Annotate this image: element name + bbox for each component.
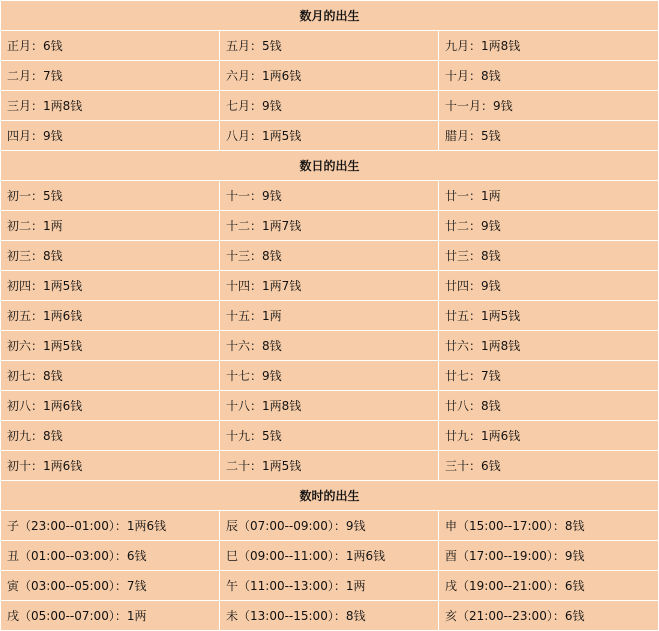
table-cell: 七月：9钱: [220, 91, 439, 121]
table-cell: 十五：1两: [220, 301, 439, 331]
table-cell: 申（15:00--17:00）：8钱: [439, 511, 659, 541]
table-cell: 三十：6钱: [439, 451, 659, 481]
table-cell: 巳（09:00--11:00）：1两6钱: [220, 541, 439, 571]
table-cell: 廿二：9钱: [439, 211, 659, 241]
table-cell: 十月：8钱: [439, 61, 659, 91]
section-title: 数日的出生: [1, 151, 659, 181]
table-row: [1, 571, 659, 601]
table-cell: 二月：7钱: [1, 61, 220, 91]
table-cell: 十八：1两8钱: [220, 391, 439, 421]
table-row: [1, 271, 659, 301]
table-row: [1, 61, 659, 91]
table-row: [1, 301, 659, 331]
table-row: [1, 241, 659, 271]
table-cell: 戌（19:00--21:00）：6钱: [439, 571, 659, 601]
table-cell: 腊月：5钱: [439, 121, 659, 151]
section-header-row: [1, 151, 659, 181]
table-row: [1, 421, 659, 451]
table-row: [1, 181, 659, 211]
table-cell: 丑（01:00--03:00）：6钱: [1, 541, 220, 571]
grid-body: [1, 1, 659, 631]
table-cell: 四月：9钱: [1, 121, 220, 151]
table-cell: 六月：1两6钱: [220, 61, 439, 91]
table-cell: 初一：5钱: [1, 181, 220, 211]
table-cell: 廿九：1两6钱: [439, 421, 659, 451]
table-cell: 十六：8钱: [220, 331, 439, 361]
section-title: 数月的出生: [1, 1, 659, 31]
table-cell: 未（13:00--15:00）：8钱: [220, 601, 439, 631]
table-cell: 十四：1两7钱: [220, 271, 439, 301]
table-cell: 廿四：9钱: [439, 271, 659, 301]
table-row: [1, 91, 659, 121]
table-row: [1, 331, 659, 361]
table-cell: 初三：8钱: [1, 241, 220, 271]
table-cell: 初七：8钱: [1, 361, 220, 391]
table-cell: 初五：1两6钱: [1, 301, 220, 331]
section-title: 数时的出生: [1, 481, 659, 511]
table-cell: 初二：1两: [1, 211, 220, 241]
table-cell: 午（11:00--13:00）：1两: [220, 571, 439, 601]
section-header-row: [1, 1, 659, 31]
table-row: [1, 451, 659, 481]
table-row: [1, 361, 659, 391]
table-cell: 辰（07:00--09:00）：9钱: [220, 511, 439, 541]
table-cell: 廿五：1两5钱: [439, 301, 659, 331]
table-cell: 十七：9钱: [220, 361, 439, 391]
table-row: [1, 541, 659, 571]
table-cell: 二十：1两5钱: [220, 451, 439, 481]
table-cell: 初九：8钱: [1, 421, 220, 451]
table-row: [1, 601, 659, 631]
table-cell: 廿八：8钱: [439, 391, 659, 421]
table-row: [1, 211, 659, 241]
table-cell: 戌（05:00--07:00）：1两: [1, 601, 220, 631]
table-cell: 九月：1两8钱: [439, 31, 659, 61]
table-cell: 酉（17:00--19:00）：9钱: [439, 541, 659, 571]
table-cell: 十三：8钱: [220, 241, 439, 271]
table-cell: 廿一：1两: [439, 181, 659, 211]
table-row: [1, 391, 659, 421]
table-cell: 子（23:00--01:00）：1两6钱: [1, 511, 220, 541]
table-cell: 初八：1两6钱: [1, 391, 220, 421]
table-row: [1, 31, 659, 61]
table-cell: 十九：5钱: [220, 421, 439, 451]
table-cell: 寅（03:00--05:00）：7钱: [1, 571, 220, 601]
table-cell: 廿七：7钱: [439, 361, 659, 391]
table-cell: 初六：1两5钱: [1, 331, 220, 361]
table-cell: 五月：5钱: [220, 31, 439, 61]
table-cell: 十二：1两7钱: [220, 211, 439, 241]
table-cell: 初四：1两5钱: [1, 271, 220, 301]
table-cell: 正月：6钱: [1, 31, 220, 61]
table-cell: 亥（21:00--23:00）：6钱: [439, 601, 659, 631]
table-cell: 廿三：8钱: [439, 241, 659, 271]
table-row: [1, 511, 659, 541]
table-cell: 十一月：9钱: [439, 91, 659, 121]
table-cell: 三月：1两8钱: [1, 91, 220, 121]
table-cell: 十一：9钱: [220, 181, 439, 211]
table-row: [1, 121, 659, 151]
section-header-row: [1, 481, 659, 511]
table-cell: 廿六：1两8钱: [439, 331, 659, 361]
table-cell: 八月：1两5钱: [220, 121, 439, 151]
table-cell: 初十：1两6钱: [1, 451, 220, 481]
